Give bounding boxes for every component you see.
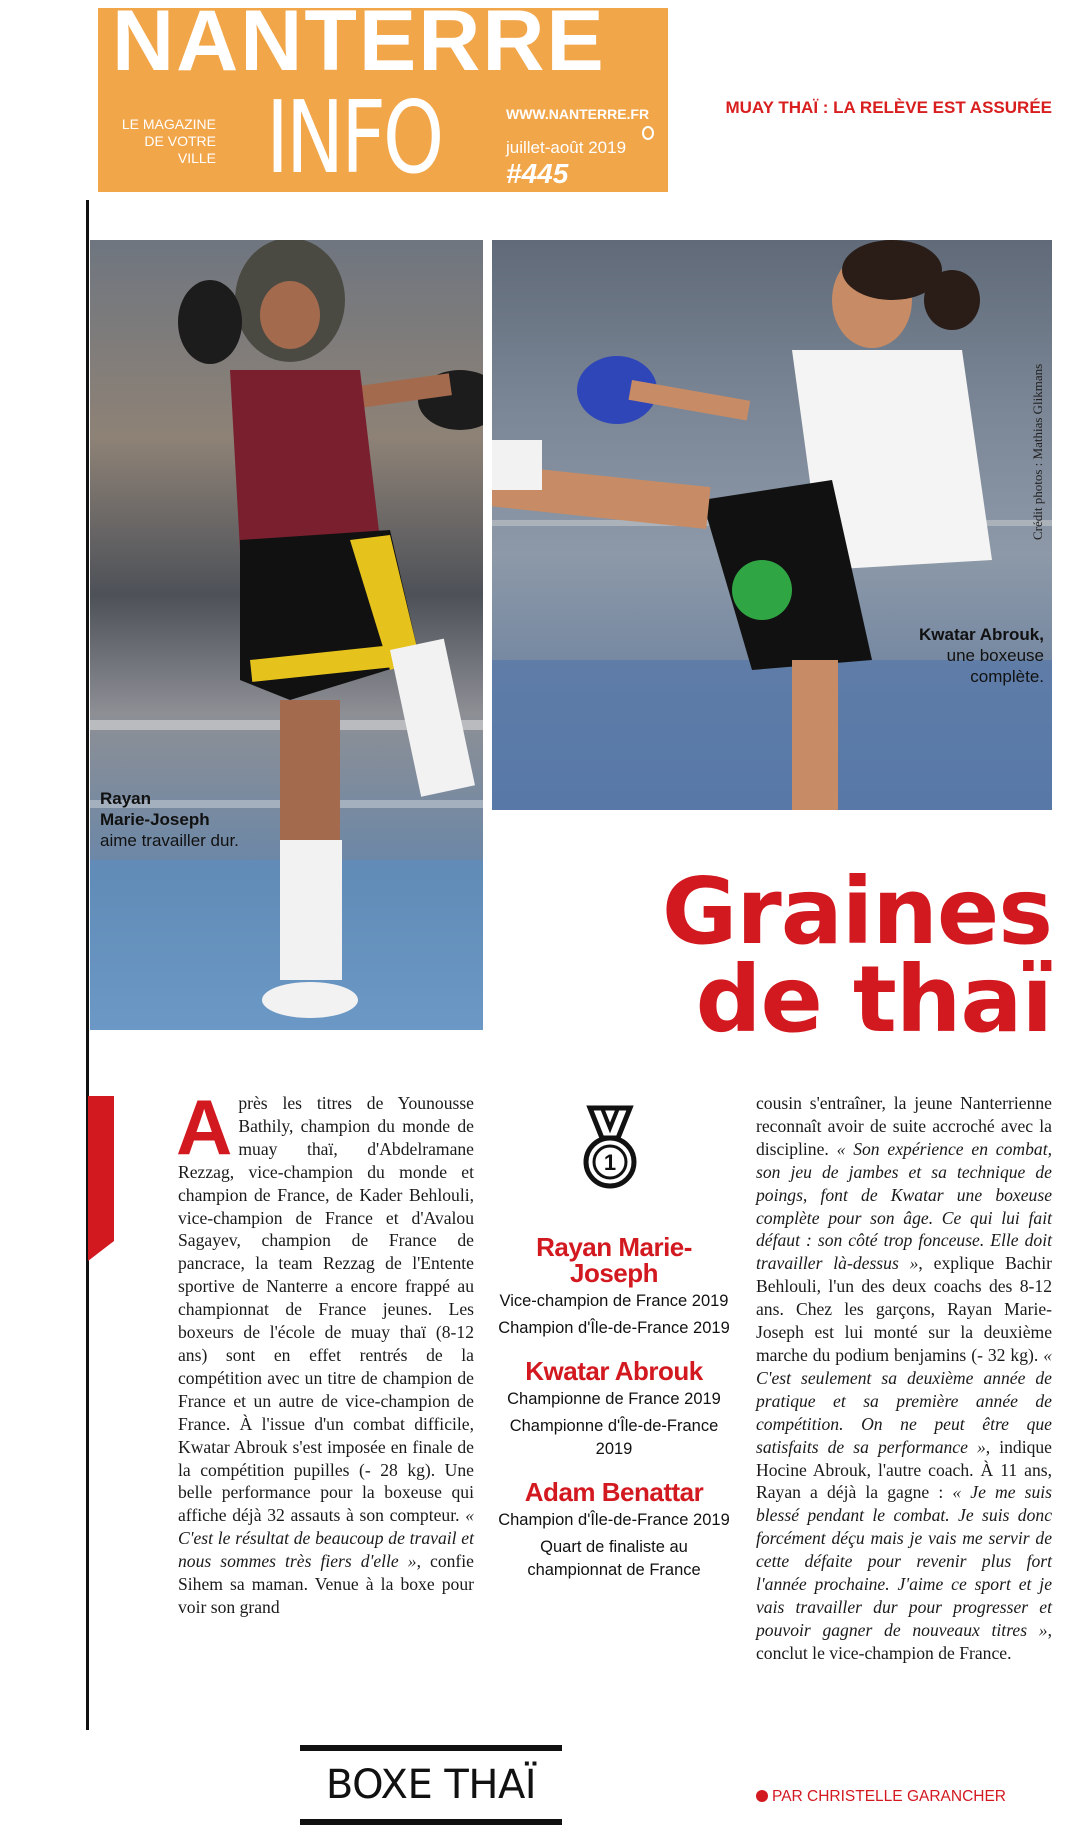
article-col1-quote: « C'est le résultat de beaucoup de travail et nous sommes très fiers d'elle » [178,1505,474,1572]
athlete-title: Champion d'Île-de-France 2019 [498,1319,730,1337]
medal-number: 1 [603,1150,617,1175]
article-column-3 [756,1092,1052,1665]
athlete-name: Adam Benattar [524,1477,704,1507]
caption-rayan [100,788,240,851]
caption-kwatar-name: Kwatar Abrouk, [918,625,1044,644]
article-col3-text-d: , conclut le vice-champion de France. [756,1619,1052,1663]
athlete-title: Champion d'Île-de-France 2019 [498,1511,730,1529]
medal-icon [580,1104,640,1192]
athlete-card [498,1234,730,1340]
masthead-title-bottom: INFO [266,79,442,192]
masthead-tagline: LE MAGAZINE DE VOTRE VILLE [121,116,216,166]
athlete-card [498,1479,730,1582]
sidebar-results [498,1216,730,1582]
caption-kwatar [919,624,1044,687]
article-col3-quote-1: « Son expérience en combat, son jeu de jambes et sa technique de poings, font de Kwatar une boxeuse complète pour son âge. Ce qui lui fait défaut : son côté trop fonceuse. Elle doit travailler là-dessus » [756,1138,1052,1274]
article-col3-text-a: cousin s'entraîner, la jeune Nanterrienne reconnaît avoir de suite accroché avec la discipline. [756,1093,1052,1159]
byline [756,1788,1006,1806]
article-col3-text-b: , explique Bachir Behlouli, l'un des deux coachs des 8-12 ans. Chez les garçons, Rayan Marie-Joseph est lui monté sur la deuxième marche du podium benjamins (- 32 kg). [756,1253,1052,1365]
article-col1-end: , confie Sihem sa maman. Venue à la boxe pour voir son grand [178,1551,474,1617]
drop-cap: A [176,1083,233,1171]
article-col1-text: près les titres de Younousse Bathily, champion du monde de muay thaï, d'Abdelramane Rezzag, vice-champion du monde et champion de France, de Kader Behlouli, vice-champion de France et d'Avalou Sagayev, champion de France de pancrace, la team Rezzag de l'Entente sportive de Nanterre a encore frappé au championnat de France jeunes. Les boxeurs de l'école de muay thaï (8-12 ans) sont en effet rentrés de la compétition avec un titre de champion de France et un autre de vice-champion de France. À l'issue d'un combat difficile, Kwatar Abrouk s'est imposée en finale de la compétition pupilles (- 28 kg). Une belle performance pour la boxeuse qui affiche déjà 32 assauts à son compteur. [178,1093,474,1526]
article-col3-quote-3: « Je me suis blessé pendant le combat. Je suis donc forcément déçu mais je vais me servir de cette défaite pour revenir plus fort l'année prochaine. J'aime ce sport et je vais travailler dur pour progresser et pouvoir gagner de nouveaux titres » [756,1482,1052,1640]
athlete-title: Championne de France 2019 [507,1390,721,1408]
boxer-figure-kwatar [492,240,1052,810]
article-col3-quote-2: « C'est seulement sa deuxième année de pratique et sa première année de compétition. On ne peut être que satisfaits de sa performance » [756,1344,1052,1457]
caption-rayan-name-1: Rayan [100,789,152,808]
photo-rayan [90,240,483,1030]
photo-credit: Crédit photos : Mathias Glikmans [1030,363,1045,540]
article-col3-text-c: , indique Hocine Abrouk, l'autre coach. À 11 ans, Rayan a déjà la gagne : [756,1436,1052,1503]
masthead-title-top: NANTERRE [112,8,606,89]
section-rubric: MUAY THAÏ : LA RELÈVE EST ASSURÉE [725,98,1052,117]
athlete-card [498,1358,730,1461]
section-label: BOXE THAÏ [300,1745,562,1825]
masthead-url[interactable]: WWW.NANTERRE.FR [506,106,650,122]
masthead-date: juillet-août 2019 [506,138,627,157]
athlete-title: Quart de finaliste au championnat de France [527,1538,701,1579]
athlete-name: Rayan Marie-Joseph [536,1232,692,1288]
athlete-name: Kwatar Abrouk [525,1356,703,1386]
caption-kwatar-text-1: une boxeuse [946,646,1044,665]
column-rule [86,200,89,1730]
masthead-issue: #445 [506,158,569,189]
article-column-1 [176,1083,474,1619]
athlete-title: Vice-champion de France 2019 [499,1292,729,1310]
caption-rayan-name-2: Marie-Joseph [100,810,210,829]
cursor-icon [642,126,654,140]
masthead [98,8,668,192]
boxer-figure-rayan [90,240,483,1030]
accent-bar [88,1096,114,1241]
photo-kwatar [492,240,1052,810]
headline [661,858,1052,1053]
bullet-icon [756,1790,768,1802]
byline-text: PAR CHRISTELLE GARANCHER [772,1788,1006,1805]
athlete-title: Championne d'Île-de-France 2019 [509,1417,719,1458]
headline-line-1: Graines [661,858,1052,965]
caption-rayan-text: aime travailler dur. [100,831,239,850]
headline-line-2: de thaï [695,946,1052,1053]
caption-kwatar-text-2: complète. [970,667,1044,686]
